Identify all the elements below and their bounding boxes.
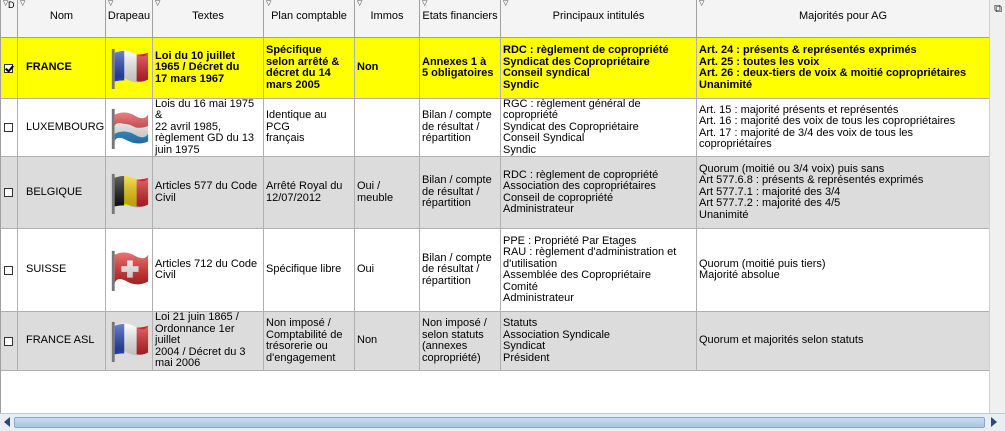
plan-cell: Identique au PCG français: [264, 99, 355, 156]
nom-cell: [18, 38, 106, 98]
plan-cell: Spécifique selon arrêté & décret du 14 mars 2005: [264, 38, 355, 98]
grid-header: [1, 0, 989, 38]
column-chooser-icon[interactable]: ⧉: [994, 3, 1002, 15]
country-name: SUISSE: [26, 263, 67, 276]
drapeau-cell: [106, 312, 153, 370]
column-header-immos[interactable]: ▽ Immos: [355, 0, 420, 37]
sort-indicator-icon: ▽: [266, 0, 272, 7]
immos-cell: Non: [355, 38, 420, 98]
etats-cell: Bilan / compte de résultat / répartition: [420, 229, 501, 311]
row-checkbox[interactable]: [4, 123, 13, 132]
column-header-etats-financiers[interactable]: ▽ Etats financiers: [420, 0, 501, 37]
sort-indicator-icon: ▽: [20, 0, 26, 7]
column-header-select[interactable]: ▽ D: [1, 0, 18, 37]
majorites-cell: Quorum (moitié ou 3/4 voix) puis sans Art 577.6.8 : présents & représentés exprimés Art 577.7.1 : majorité des 3/4 Art 577.7.2 : majorité des 4/5 Unanimité: [699, 162, 924, 221]
country-name: FRANCE ASL: [26, 334, 95, 347]
scroll-right-icon[interactable]: [991, 417, 997, 427]
scroll-left-icon[interactable]: [4, 417, 10, 427]
intitules-cell: RDC : règlement de copropriété Syndicat des Copropriétaire Conseil syndical Syndic: [501, 38, 697, 98]
sort-indicator-icon: ▽: [699, 0, 705, 7]
drapeau-cell: [106, 38, 153, 98]
nom-cell: [18, 312, 106, 370]
row-select-cell: [1, 312, 18, 370]
row-select-cell: [1, 38, 18, 98]
sort-indicator-icon: ▽: [422, 0, 428, 7]
textes-cell: Loi du 10 juillet 1965 / Décret du 17 mars 1967: [153, 38, 264, 98]
scrollbar-thumb[interactable]: [14, 417, 985, 428]
column-header-plan-comptable[interactable]: ▽ Plan comptable: [264, 0, 355, 37]
row-select-cell: [1, 157, 18, 228]
row-select-cell: [1, 229, 18, 311]
table-row[interactable]: [1, 99, 989, 157]
row-checkbox[interactable]: [4, 266, 13, 275]
luxembourg-flag-icon: [108, 104, 150, 152]
majorites-cell: Art. 15 : majorité présents et représentés Art. 16 : majorité des voix de tous les copropriétaires Art. 17 : majorité de 3/4 des voix de tous les copropriétaires: [699, 103, 956, 150]
drapeau-cell: [106, 229, 153, 311]
nom-cell: [18, 229, 106, 311]
row-checkbox[interactable]: [4, 337, 13, 346]
etats-cell: Non imposé / selon statuts (annexes copropriété): [420, 312, 501, 370]
column-header-drapeau[interactable]: ▽ Drapeau: [106, 0, 153, 37]
drapeau-cell: [106, 99, 153, 156]
sort-indicator-icon: ▽: [503, 0, 509, 7]
textes-cell: Articles 577 du Code Civil: [153, 157, 264, 228]
sort-indicator-icon: ▽: [357, 0, 363, 7]
horizontal-scrollbar[interactable]: [0, 413, 1005, 431]
sort-indicator-icon: ▽: [155, 0, 161, 7]
column-header-majorites[interactable]: ▽ Majorités pour AG: [699, 0, 888, 22]
intitules-cell: Statuts Association Syndicale Syndicat Président: [501, 312, 697, 370]
country-name: FRANCE: [26, 61, 72, 74]
drapeau-cell: [106, 157, 153, 228]
majorites-cell: Quorum et majorités selon statuts: [699, 334, 864, 347]
majorites-cell: Art. 24 : présents & représentés exprimés Art. 25 : toutes les voix Art. 26 : deux-tiers de voix & moitié copropriétaires Unanimité: [699, 44, 967, 91]
majorites-cell: Quorum (moitié puis tiers) Majorité absolue: [699, 257, 826, 281]
row-checkbox[interactable]: [4, 188, 13, 197]
intitules-cell: RGC : règlement général de copropriété Syndicat des Copropriétaire Conseil Syndical Syndic: [501, 99, 697, 156]
plan-cell: Arrêté Royal du 12/07/2012: [264, 157, 355, 228]
nom-cell: [18, 99, 106, 156]
immos-cell: Oui / meuble: [355, 157, 420, 228]
table-row[interactable]: [1, 229, 989, 312]
switzerland-flag-icon: [108, 246, 150, 294]
france-flag-icon: [108, 44, 150, 92]
intitules-cell: RDC : règlement de copropriété Association des copropriétaires Conseil de copropriété Administrateur: [501, 157, 697, 228]
textes-cell: Loi 21 juin 1865 / Ordonnance 1er juillet 2004 / Décret du 3 mai 2006: [153, 312, 264, 370]
immos-cell: [355, 99, 420, 156]
table-row[interactable]: [1, 157, 989, 229]
column-header-textes[interactable]: ▽ Textes: [153, 0, 264, 37]
plan-cell: Spécifique libre: [264, 229, 355, 311]
country-name: BELGIQUE: [26, 185, 83, 198]
etats-cell: Bilan / compte de résultat / répartition: [420, 99, 501, 156]
vertical-scrollbar[interactable]: [989, 0, 1005, 413]
intitules-cell: PPE : Propriété Par Etages RAU : règlement d'administration et d'utilisation Assemblée des Copropriétaire Comité Administrateur: [501, 229, 697, 311]
etats-cell: Bilan / compte de résultat / répartition: [420, 157, 501, 228]
immos-cell: Oui: [355, 229, 420, 311]
textes-cell: Lois du 16 mai 1975 & 22 avril 1985, règlement GD du 13 juin 1975: [153, 99, 264, 156]
row-checkbox[interactable]: [4, 64, 13, 73]
textes-cell: Articles 712 du Code Civil: [153, 229, 264, 311]
table-row[interactable]: [1, 312, 989, 371]
country-name: LUXEMBOURG: [26, 120, 105, 133]
belgium-flag-icon: [108, 169, 150, 217]
column-header-nom[interactable]: ▽ Nom: [18, 0, 106, 37]
immos-cell: Non: [355, 312, 420, 370]
column-header-principaux-intitules[interactable]: ▽ Principaux intitulés: [501, 0, 697, 37]
etats-cell: Annexes 1 à 5 obligatoires: [420, 38, 501, 98]
sort-indicator-icon: ▽: [108, 0, 114, 7]
table-row[interactable]: [1, 38, 989, 99]
sort-indicator-icon: ▽: [3, 0, 9, 7]
plan-cell: Non imposé / Comptabilité de trésorerie ou d'engagement: [264, 312, 355, 370]
nom-cell: [18, 157, 106, 228]
france-flag-icon: [108, 317, 150, 365]
row-select-cell: [1, 99, 18, 156]
